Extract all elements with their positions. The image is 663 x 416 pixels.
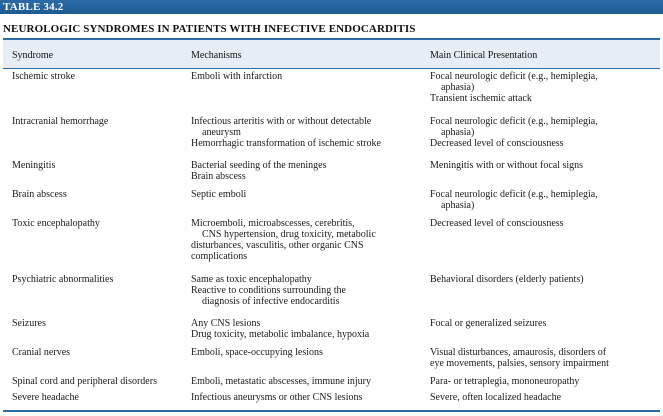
presentation-cell (430, 189, 598, 211)
table-title: NEUROLOGIC SYNDROMES IN PATIENTS WITH INFECTIVE ENDOCARDITIS (3, 23, 416, 35)
mechanisms-cell (191, 160, 327, 182)
mechanisms-cell (191, 189, 246, 200)
presentation-cell (430, 160, 583, 171)
mechanisms-cell (191, 392, 362, 403)
cell-line: Emboli, metastatic abscesses, immune injury (191, 376, 371, 387)
cell-line: Focal neurologic deficit (e.g., hemiplegia, (430, 189, 598, 200)
cell-line: eye movements, palsies, sensory impairment (430, 358, 609, 369)
cell-line: disturbances, vasculitis, other organic CNS (191, 240, 364, 251)
syndrome-cell: Brain abscess (12, 189, 67, 200)
cell-line: Focal or generalized seizures (430, 318, 547, 329)
cell-line: CNS hypertension, drug toxicity, metabolic (202, 229, 376, 240)
cell-line: diagnosis of infective endocarditis (202, 296, 340, 307)
cell-line: Meningitis with or without focal signs (430, 160, 584, 171)
syndrome-cell: Severe headache (12, 392, 79, 403)
header-rule (3, 68, 660, 69)
table-number: TABLE 34.2 (3, 1, 64, 13)
cell-line: aphasia) (441, 127, 475, 138)
cell-line: aphasia) (441, 200, 475, 211)
syndrome-cell: Seizures (12, 318, 46, 329)
bottom-rule (3, 410, 660, 412)
syndrome-cell: Psychiatric abnormalities (12, 274, 114, 285)
mechanisms-cell (191, 274, 346, 307)
cell-line: aphasia) (441, 82, 475, 93)
cell-line: Infectious aneurysms or other CNS lesions (191, 392, 363, 403)
mechanisms-cell (191, 376, 371, 387)
cell-line: Reactive to conditions surrounding the (191, 285, 346, 296)
presentation-cell (430, 274, 584, 285)
cell-line: Any CNS lesions (191, 318, 261, 329)
cell-line: Hemorrhagic transformation of ischemic stroke (191, 138, 381, 149)
column-header-presentation: Main Clinical Presentation (430, 50, 538, 61)
cell-line: Severe, often localized headache (430, 392, 562, 403)
cell-line: Visual disturbances, amaurosis, disorders of (430, 347, 607, 358)
cell-line: complications (191, 251, 248, 262)
cell-line: Brain abscess (191, 171, 246, 182)
syndrome-cell: Ischemic stroke (12, 71, 76, 82)
syndrome-cell: Intracranial hemorrhage (12, 116, 109, 127)
syndrome-cell: Meningitis (12, 160, 56, 171)
cell-line: Microemboli, microabscesses, cerebritis, (191, 218, 355, 229)
cell-line: Emboli with infarction (191, 71, 283, 82)
cell-line: Drug toxicity, metabolic imbalance, hypoxia (191, 329, 370, 340)
presentation-cell (430, 347, 609, 369)
presentation-cell (430, 376, 579, 387)
cell-line: Same as toxic encephalopathy (191, 274, 312, 285)
mechanisms-cell (191, 71, 282, 82)
presentation-cell (430, 218, 564, 229)
presentation-cell (430, 116, 598, 149)
syndrome-cell: Toxic encephalopathy (12, 218, 100, 229)
cell-line: aneurysm (202, 127, 241, 138)
column-header-syndrome: Syndrome (12, 50, 54, 61)
column-header-mechanisms: Mechanisms (191, 50, 242, 61)
presentation-cell (430, 392, 561, 403)
cell-line: Septic emboli (191, 189, 247, 200)
table-number-banner (0, 0, 663, 14)
syndrome-cell: Cranial nerves (12, 347, 71, 358)
cell-line: Decreased level of consciousness (430, 218, 564, 229)
syndrome-cell: Spinal cord and peripheral disorders (12, 376, 157, 387)
mechanisms-cell (191, 347, 323, 358)
cell-line: Decreased level of consciousness (430, 138, 564, 149)
cell-line: Para- or tetraplegia, mononeuropathy (430, 376, 580, 387)
cell-line: Focal neurologic deficit (e.g., hemiplegia, (430, 116, 598, 127)
cell-line: Bacterial seeding of the meninges (191, 160, 327, 171)
mechanisms-cell (191, 116, 381, 149)
presentation-cell (430, 318, 546, 329)
cell-line: Transient ischemic attack (430, 93, 532, 104)
header-band (3, 40, 660, 68)
mechanisms-cell (191, 318, 369, 340)
presentation-cell (430, 71, 598, 104)
cell-line: Focal neurologic deficit (e.g., hemiplegia, (430, 71, 598, 82)
cell-line: Behavioral disorders (elderly patients) (430, 274, 584, 285)
cell-line: Infectious arteritis with or without detectable (191, 116, 372, 127)
cell-line: Emboli, space-occupying lesions (191, 347, 323, 358)
mechanisms-cell (191, 218, 376, 262)
